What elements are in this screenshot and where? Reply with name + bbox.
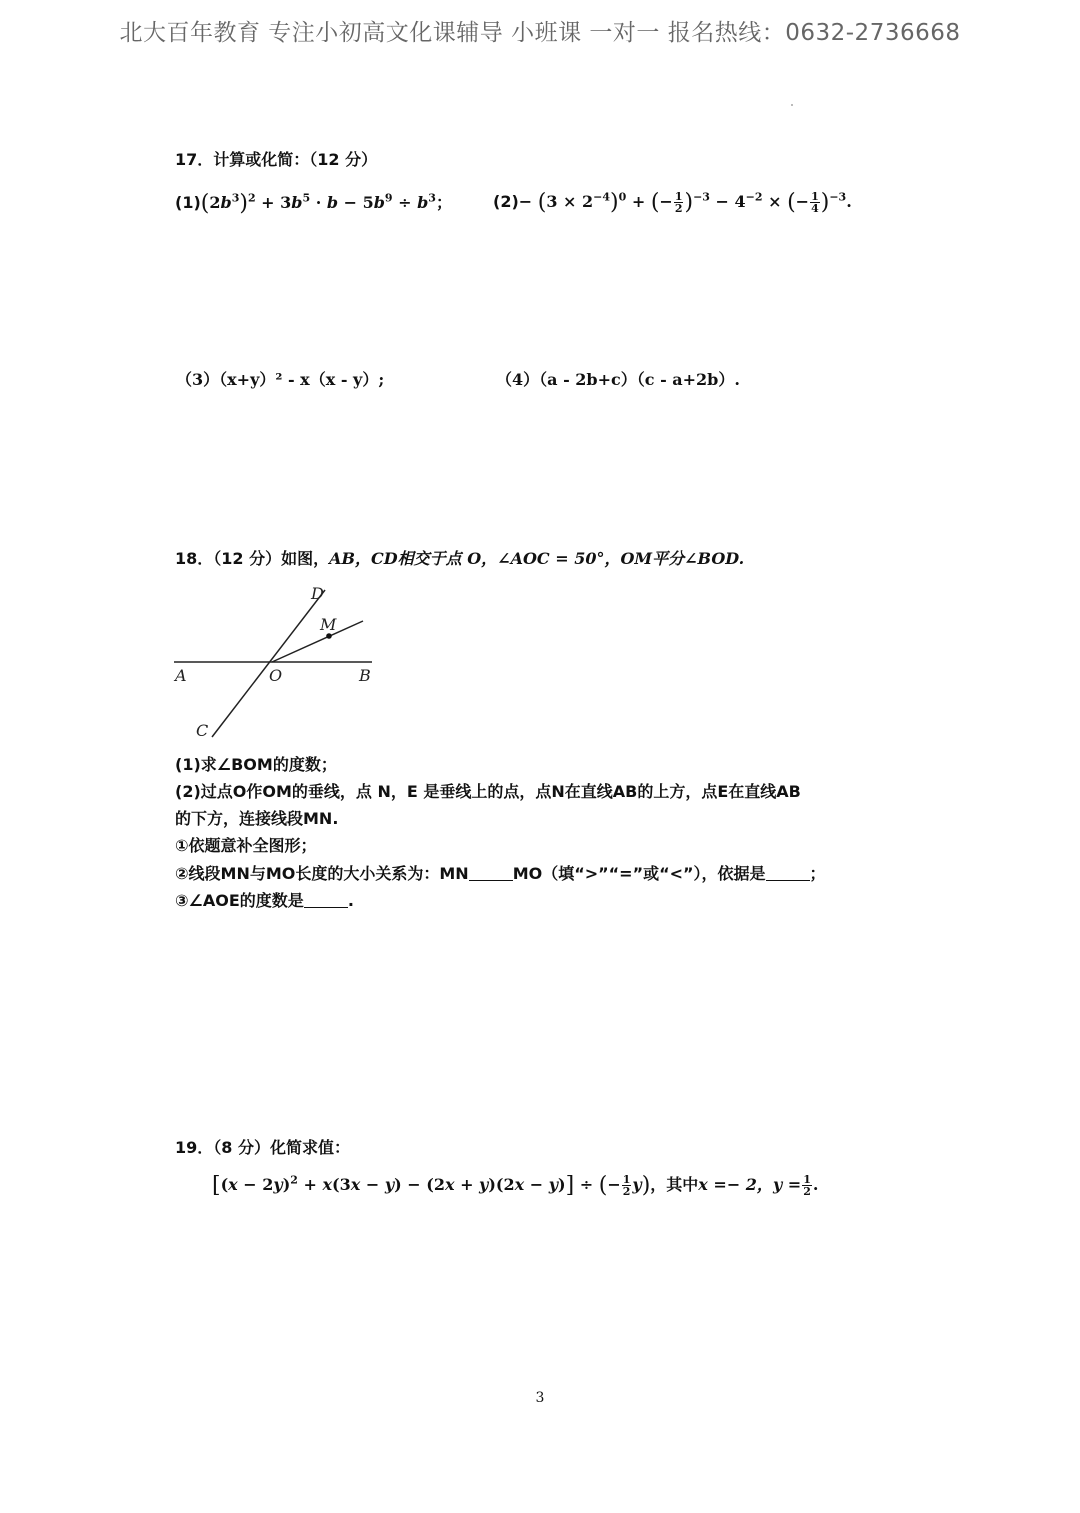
q19-cond-text: ，其中 xyxy=(650,1175,699,1194)
label-b: B xyxy=(359,666,371,685)
q17-part2-label: (2) xyxy=(493,192,519,211)
page-number: 3 xyxy=(535,1390,545,1406)
q18-stem-prefix: 18．（12 分）如图， xyxy=(175,549,330,568)
q17-part3: （3）（x+y）² - x（x - y）; xyxy=(176,370,385,389)
q18-stem xyxy=(175,546,744,569)
q19-title: 19．（8 分）化简求值： xyxy=(175,1138,350,1157)
q18-sub2-b-mid: MO（填“>”“=”或“<”），依据是 xyxy=(512,864,766,883)
q19-y-label: y = xyxy=(772,1175,802,1194)
q17-part2 xyxy=(493,190,852,215)
point-m xyxy=(326,633,332,639)
q17-part4: （4）（a - 2b+c）（c - a+2b）. xyxy=(496,370,740,389)
label-c: C xyxy=(196,721,209,740)
q18-stem-math: AB，CD相交于点 O，∠AOC = 50°，OM平分∠BOD. xyxy=(329,549,745,568)
answer-blank xyxy=(304,893,348,908)
q18-sub1: (1)求∠BOM的度数； xyxy=(175,755,337,774)
q18-sub2-line1: (2)过点O作OM的垂线，点 N，E 是垂线上的点，点N在直线AB的上方，点E在直线AB xyxy=(175,782,801,801)
geometry-figure xyxy=(165,580,385,745)
q19-x-value: x =− 2， xyxy=(698,1175,773,1194)
line-cd xyxy=(212,590,325,737)
q18-sub2-b xyxy=(175,861,826,884)
scan-speck xyxy=(791,104,793,106)
label-o: O xyxy=(269,666,283,685)
q17-part1-expr: $(2b^3)^2 + 3b^5 \cdot b - 5b^9 \div b^3$； xyxy=(200,191,452,216)
q18-sub2-c xyxy=(175,888,354,911)
q17-title: 17．计算或化简：（12 分） xyxy=(175,150,378,169)
q18-sub2-line2: 的下方，连接线段MN. xyxy=(175,809,339,828)
q19-expression: $[(x - 2y)^2 + x(3x - y) - (2x + y)(2x - y)]$ ÷ (− $\frac{1}{2}$ y)，其中x =− 2，y = $\frac{1}{2}$ . xyxy=(212,1173,819,1198)
label-a: A xyxy=(175,666,187,685)
answer-blank xyxy=(469,866,513,881)
q18-sub2-a: ①依题意补全图形； xyxy=(175,836,317,855)
q18-sub2-c-end: . xyxy=(347,891,354,910)
q18-sub2-c-pre: ③∠AOE的度数是 xyxy=(175,891,304,910)
page-header: 北大百年教育 专注小初高文化课辅导 小班课 一对一 报名热线：0632-2736668 xyxy=(119,20,961,46)
label-d: D xyxy=(311,584,324,603)
q18-sub2-b-pre: ②线段MN与MO长度的大小关系为：MN xyxy=(175,864,469,883)
label-m: M xyxy=(320,615,337,634)
q19-y-fraction: $\frac{1}{2}$ xyxy=(803,1173,811,1198)
q18-sub2-b-end: ； xyxy=(809,864,826,883)
q17-part1 xyxy=(175,190,452,216)
q17-part1-label: (1) xyxy=(175,193,201,212)
q19-expr: $[(x - 2y)^2 + x(3x - y) - (2x + y)(2x - y)]$ ÷ (− $\frac{1}{2}$ y) xyxy=(212,1173,651,1198)
q17-part2-expr: − $(3 \times 2^{-4})^0$ + (− $\frac{1}{2}$ )$^{-3} - 4^{-2}$ × (− $\frac{1}{4}$ )$^{-3}$. xyxy=(518,190,852,215)
answer-blank xyxy=(766,866,810,881)
